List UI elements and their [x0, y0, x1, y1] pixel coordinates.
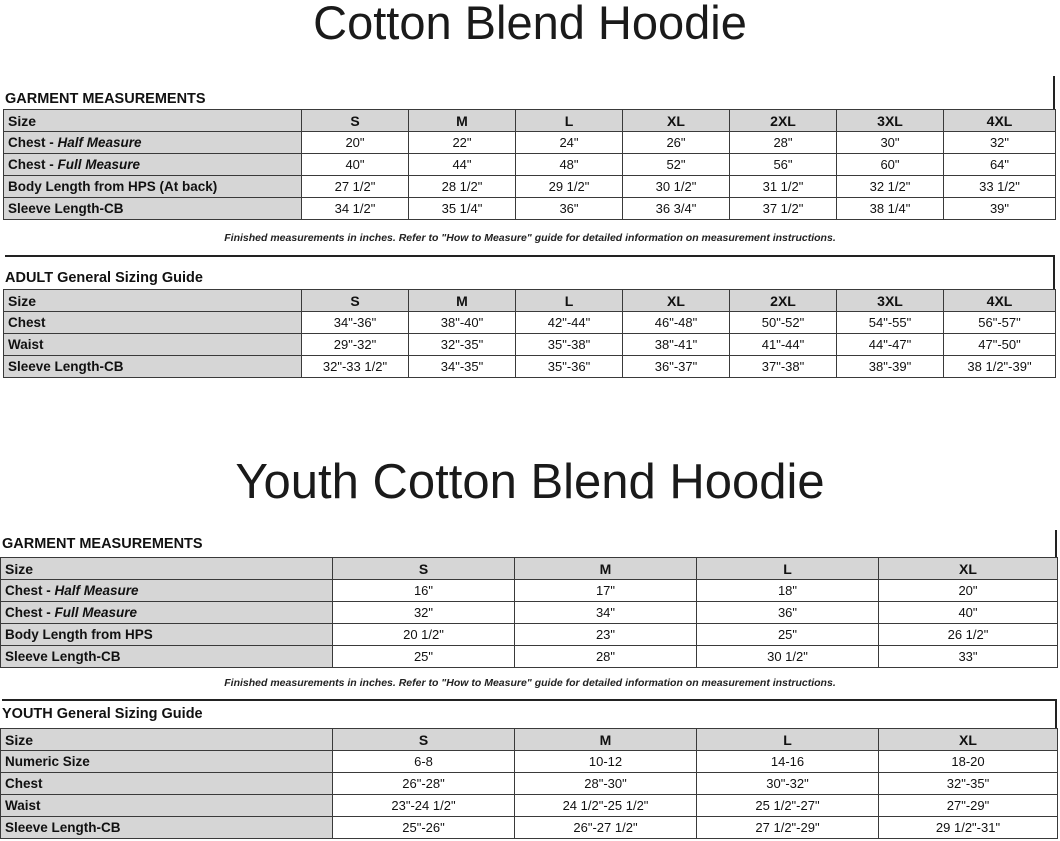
- adult-garment-table: [3, 109, 1056, 220]
- youth-guide-heading-text: YOUTH General Sizing Guide: [2, 706, 203, 722]
- table-cell: 38 1/2"-39": [944, 356, 1056, 378]
- table-row: [1, 624, 1058, 646]
- youth-guide-table: [0, 728, 1058, 839]
- table-cell: 18-20: [879, 751, 1058, 773]
- table-cell: 34 1/2": [302, 198, 409, 220]
- table-cell: 34"-35": [409, 356, 516, 378]
- size-header-4xl: 4XL: [944, 110, 1056, 132]
- youth-guide-bracket-top: [2, 699, 1057, 701]
- table-cell: 25": [333, 646, 515, 668]
- table-cell: 32": [333, 602, 515, 624]
- size-header-s: S: [333, 729, 515, 751]
- size-header-xl: XL: [623, 290, 730, 312]
- row-label: [4, 198, 302, 220]
- youth-garment-header-row: [1, 558, 1058, 580]
- table-cell: 47"-50": [944, 334, 1056, 356]
- table-cell: 18": [697, 580, 879, 602]
- table-cell: 29 1/2": [516, 176, 623, 198]
- adult-guide-table: [3, 289, 1056, 378]
- table-cell: 25 1/2"-27": [697, 795, 879, 817]
- size-label: Size: [1, 729, 333, 751]
- youth-garment-table: [0, 557, 1058, 668]
- table-row: [4, 176, 1056, 198]
- youth-guide-bracket-side: [1055, 699, 1057, 729]
- row-label-main: Chest: [8, 315, 46, 330]
- table-cell: 33 1/2": [944, 176, 1056, 198]
- table-cell: 28": [515, 646, 697, 668]
- table-cell: 60": [837, 154, 944, 176]
- size-label: Size: [4, 110, 302, 132]
- table-row: [4, 154, 1056, 176]
- row-label-main: Sleeve Length-CB: [5, 820, 121, 835]
- row-label-italic: Full Measure: [57, 157, 141, 172]
- adult-garment-heading: [5, 88, 1056, 110]
- table-cell: 35"-36": [516, 356, 623, 378]
- row-label-main: Waist: [5, 798, 41, 813]
- table-cell: 23"-24 1/2": [333, 795, 515, 817]
- table-cell: 38"-41": [623, 334, 730, 356]
- table-cell: 40": [879, 602, 1058, 624]
- size-header-2xl: 2XL: [730, 290, 837, 312]
- table-row: [4, 312, 1056, 334]
- row-label-main: Numeric Size: [5, 754, 90, 769]
- size-header-4xl: 4XL: [944, 290, 1056, 312]
- table-cell: 46"-48": [623, 312, 730, 334]
- size-header-m: M: [515, 558, 697, 580]
- youth-guide-heading: [2, 703, 1042, 725]
- table-cell: 32": [944, 132, 1056, 154]
- row-label: [4, 312, 302, 334]
- table-cell: 23": [515, 624, 697, 646]
- size-header-xl: XL: [879, 729, 1058, 751]
- table-cell: 44"-47": [837, 334, 944, 356]
- row-label: [1, 580, 333, 602]
- row-label: [1, 817, 333, 839]
- table-cell: 26 1/2": [879, 624, 1058, 646]
- row-label: [4, 154, 302, 176]
- size-header-s: S: [302, 110, 409, 132]
- adult-garment-note: Finished measurements in inches. Refer to "How to Measure" guide for detailed information on measurement instructions.: [224, 232, 836, 244]
- table-cell: 25": [697, 624, 879, 646]
- adult-guide-bracket-side: [1053, 255, 1055, 290]
- adult-garment-heading-text: GARMENT MEASUREMENTS: [5, 91, 206, 107]
- table-cell: 27 1/2"-29": [697, 817, 879, 839]
- table-cell: 22": [409, 132, 516, 154]
- table-cell: 36"-37": [623, 356, 730, 378]
- youth-guide-header-row: [1, 729, 1058, 751]
- table-cell: 39": [944, 198, 1056, 220]
- table-row: [1, 602, 1058, 624]
- table-cell: 27 1/2": [302, 176, 409, 198]
- table-cell: 40": [302, 154, 409, 176]
- table-cell: 30": [837, 132, 944, 154]
- size-label: Size: [1, 558, 333, 580]
- row-label-main: Body Length from HPS: [5, 627, 153, 642]
- row-label-main: Chest -: [5, 583, 55, 598]
- table-cell: 37"-38": [730, 356, 837, 378]
- size-header-l: L: [516, 110, 623, 132]
- table-cell: 37 1/2": [730, 198, 837, 220]
- table-cell: 16": [333, 580, 515, 602]
- row-label-main: Chest -: [8, 135, 58, 150]
- row-label-main: Sleeve Length-CB: [5, 649, 121, 664]
- size-header-s: S: [333, 558, 515, 580]
- table-cell: 26": [623, 132, 730, 154]
- table-cell: 27"-29": [879, 795, 1058, 817]
- youth-garment-bracket: [1055, 530, 1057, 558]
- table-cell: 28"-30": [515, 773, 697, 795]
- row-label: [4, 176, 302, 198]
- table-cell: 25"-26": [333, 817, 515, 839]
- table-cell: 34"-36": [302, 312, 409, 334]
- table-cell: 29 1/2"-31": [879, 817, 1058, 839]
- size-header-m: M: [515, 729, 697, 751]
- table-cell: 56"-57": [944, 312, 1056, 334]
- table-cell: 36 3/4": [623, 198, 730, 220]
- table-cell: 20": [302, 132, 409, 154]
- table-cell: 50"-52": [730, 312, 837, 334]
- table-cell: 28 1/2": [409, 176, 516, 198]
- adult-title: Cotton Blend Hoodie: [313, 0, 747, 49]
- size-label: Size: [4, 290, 302, 312]
- row-label-italic: Half Measure: [57, 135, 142, 150]
- table-cell: 38 1/4": [837, 198, 944, 220]
- row-label: [1, 624, 333, 646]
- row-label-main: Chest -: [8, 157, 58, 172]
- size-header-l: L: [516, 290, 623, 312]
- row-label-main: Waist: [8, 337, 44, 352]
- table-cell: 36": [697, 602, 879, 624]
- table-cell: 32"-35": [879, 773, 1058, 795]
- table-cell: 30"-32": [697, 773, 879, 795]
- youth-title: Youth Cotton Blend Hoodie: [235, 455, 825, 509]
- size-header-xl: XL: [879, 558, 1058, 580]
- table-cell: 41"-44": [730, 334, 837, 356]
- adult-guide-header-row: [4, 290, 1056, 312]
- size-header-xl: XL: [623, 110, 730, 132]
- table-row: [1, 646, 1058, 668]
- table-cell: 64": [944, 154, 1056, 176]
- table-row: [1, 751, 1058, 773]
- table-row: [1, 580, 1058, 602]
- row-label: [1, 751, 333, 773]
- table-row: [4, 198, 1056, 220]
- table-cell: 28": [730, 132, 837, 154]
- table-cell: 26"-27 1/2": [515, 817, 697, 839]
- row-label-italic: Full Measure: [54, 605, 138, 620]
- table-cell: 24 1/2"-25 1/2": [515, 795, 697, 817]
- row-label: [1, 773, 333, 795]
- table-cell: 10-12: [515, 751, 697, 773]
- table-cell: 6-8: [333, 751, 515, 773]
- size-header-3xl: 3XL: [837, 110, 944, 132]
- row-label: [1, 646, 333, 668]
- adult-garment-header-row: [4, 110, 1056, 132]
- row-label: [1, 602, 333, 624]
- row-label-italic: Half Measure: [54, 583, 139, 598]
- adult-guide-bracket-top: [5, 255, 1055, 257]
- table-cell: 20": [879, 580, 1058, 602]
- row-label: [4, 334, 302, 356]
- row-label: [4, 356, 302, 378]
- table-cell: 14-16: [697, 751, 879, 773]
- adult-guide-heading: [5, 267, 1045, 289]
- table-cell: 32"-35": [409, 334, 516, 356]
- row-label-main: Sleeve Length-CB: [8, 359, 124, 374]
- table-row: [1, 773, 1058, 795]
- table-cell: 30 1/2": [697, 646, 879, 668]
- adult-guide-heading-text: ADULT General Sizing Guide: [5, 270, 203, 286]
- table-cell: 44": [409, 154, 516, 176]
- youth-garment-heading: [2, 533, 1056, 555]
- table-cell: 29"-32": [302, 334, 409, 356]
- size-header-m: M: [409, 110, 516, 132]
- table-cell: 35 1/4": [409, 198, 516, 220]
- youth-garment-heading-text: GARMENT MEASUREMENTS: [2, 536, 203, 552]
- table-cell: 24": [516, 132, 623, 154]
- table-cell: 38"-39": [837, 356, 944, 378]
- table-cell: 34": [515, 602, 697, 624]
- table-cell: 56": [730, 154, 837, 176]
- row-label-main: Chest -: [5, 605, 55, 620]
- table-cell: 48": [516, 154, 623, 176]
- size-header-m: M: [409, 290, 516, 312]
- table-row: [1, 817, 1058, 839]
- adult-garment-bracket: [1053, 76, 1055, 110]
- row-label-main: Sleeve Length-CB: [8, 201, 124, 216]
- table-cell: 52": [623, 154, 730, 176]
- table-row: [1, 795, 1058, 817]
- size-header-l: L: [697, 558, 879, 580]
- size-header-l: L: [697, 729, 879, 751]
- table-row: [4, 356, 1056, 378]
- table-cell: 54"-55": [837, 312, 944, 334]
- table-row: [4, 132, 1056, 154]
- size-header-2xl: 2XL: [730, 110, 837, 132]
- table-cell: 30 1/2": [623, 176, 730, 198]
- table-row: [4, 334, 1056, 356]
- table-cell: 38"-40": [409, 312, 516, 334]
- table-cell: 36": [516, 198, 623, 220]
- size-header-3xl: 3XL: [837, 290, 944, 312]
- table-cell: 42"-44": [516, 312, 623, 334]
- table-cell: 32"-33 1/2": [302, 356, 409, 378]
- youth-garment-note: Finished measurements in inches. Refer to "How to Measure" guide for detailed information on measurement instructions.: [224, 677, 836, 689]
- table-cell: 17": [515, 580, 697, 602]
- table-cell: 31 1/2": [730, 176, 837, 198]
- row-label: [4, 132, 302, 154]
- table-cell: 32 1/2": [837, 176, 944, 198]
- row-label-main: Body Length from HPS (At back): [8, 179, 218, 194]
- table-cell: 33": [879, 646, 1058, 668]
- table-cell: 26"-28": [333, 773, 515, 795]
- row-label-main: Chest: [5, 776, 43, 791]
- size-header-s: S: [302, 290, 409, 312]
- table-cell: 20 1/2": [333, 624, 515, 646]
- table-cell: 35"-38": [516, 334, 623, 356]
- row-label: [1, 795, 333, 817]
